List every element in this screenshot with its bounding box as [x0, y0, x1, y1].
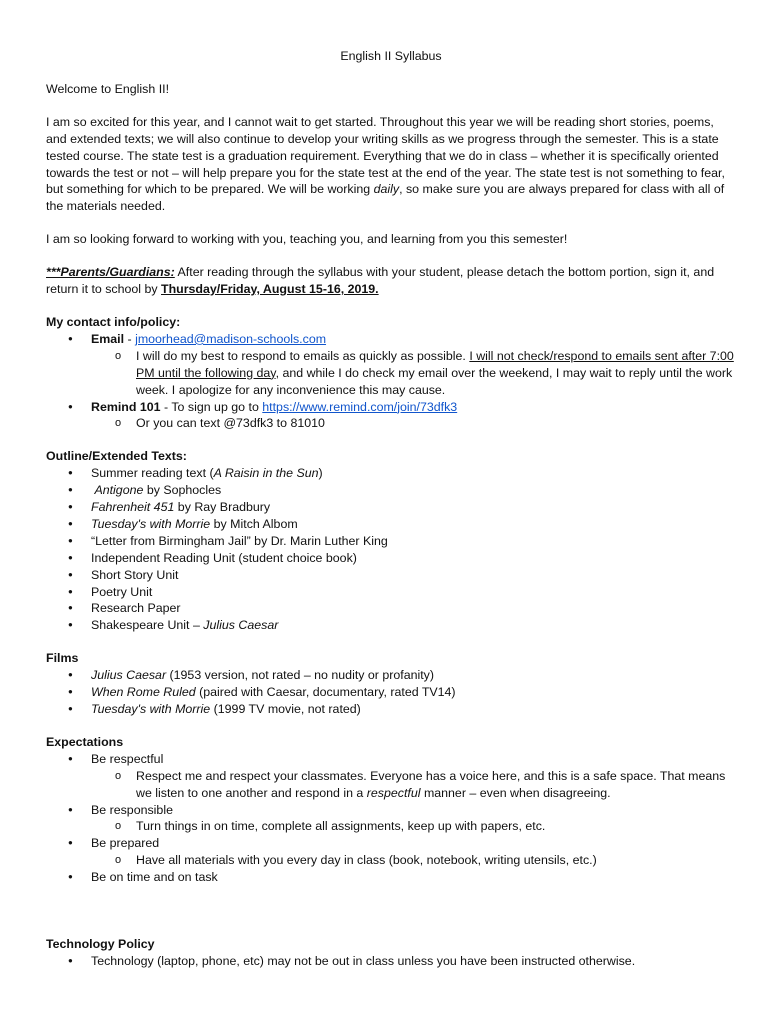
contact-remind-item	[46, 399, 736, 433]
list-item: ● Research Paper	[46, 600, 736, 617]
sublist	[91, 768, 736, 802]
email-policy-underlined: I will not check/respond to emails sent after 7:00 PM until the following day	[136, 348, 734, 380]
list-item	[46, 667, 736, 684]
expectations-list	[46, 751, 736, 886]
syllabus-document	[46, 48, 736, 986]
list-item: ● “Letter from Birmingham Jail” by Dr. Marin Luther King	[46, 533, 736, 550]
film-note: (1953 version, not rated – no nudity or profanity)	[166, 668, 435, 683]
item-text: by Sophocles	[143, 483, 222, 498]
film-note: (paired with Caesar, documentary, rated TV14)	[195, 685, 456, 700]
film-title: Tuesday's with Morrie	[91, 702, 211, 716]
document-title: English II Syllabus	[340, 49, 442, 63]
film-title: When Rome Ruled	[91, 685, 196, 700]
forward-paragraph: I am so looking forward to working with you, teaching you, and learning from you this semester!	[46, 232, 568, 247]
list-item	[46, 482, 736, 499]
films-list	[46, 667, 736, 718]
remind-sublist	[91, 415, 736, 432]
film-title: Julius Caesar	[91, 668, 167, 683]
list-item	[46, 684, 736, 701]
sub-italic: respectful	[366, 785, 421, 800]
list-item: ● Be on time and on task	[46, 869, 736, 886]
outline-heading: Outline/Extended Texts:	[46, 449, 187, 464]
item-title: Fahrenheit 451	[91, 500, 175, 515]
list-item	[46, 465, 736, 482]
list-item	[46, 802, 736, 836]
item-title: Tuesday's with Morrie	[91, 516, 211, 531]
list-item	[46, 751, 736, 802]
remind-text-option: o Or you can text @73dfk3 to 81010	[91, 415, 736, 432]
intro-daily: daily	[373, 182, 400, 197]
item-title: Antigone	[94, 483, 144, 498]
expectation-label: Be respectful	[91, 751, 164, 766]
remind-label: Remind 101	[91, 399, 161, 414]
sub-text: Respect me and respect your classmates. Everyone has a voice here, and this is a safe space. That means we listen to one another and respond in a	[136, 768, 726, 800]
sublist	[91, 852, 736, 869]
email-sublist	[91, 348, 736, 399]
email-sep: -	[124, 331, 136, 346]
expectations-heading: Expectations	[46, 734, 124, 749]
item-title: Julius Caesar	[203, 618, 279, 633]
list-item	[46, 835, 736, 869]
list-item: ● Independent Reading Unit (student choice book)	[46, 550, 736, 567]
parents-label: ***Parents/Guardians:	[46, 265, 175, 280]
sub-text-end: manner – even when disagreeing.	[420, 785, 611, 800]
intro-text: I am so excited for this year, and I cannot wait to get started. Throughout this year we will be reading short stories, poems, and extended texts; we will also continue to develop your writing skills as we progress through the semester. This is a state tested course. The state test is a graduation requirement. Everything that we do in class – whether it is specifically oriented towards the test or not – will help prepare you for the state test at the end of the year. The state test is not something to fear, but something for which to be prepared. We will be working	[46, 114, 725, 197]
sublist-item: o Have all materials with you every day in class (book, notebook, writing utensils, etc.)	[91, 852, 736, 869]
remind-text: - To sign up go to	[160, 399, 263, 414]
item-text: )	[318, 466, 323, 481]
intro-paragraph	[46, 114, 736, 215]
item-title: A Raisin in the Sun	[213, 466, 319, 481]
films-heading: Films	[46, 651, 79, 666]
list-item	[46, 701, 736, 718]
film-note: (1999 TV movie, not rated)	[210, 702, 361, 716]
technology-list	[46, 953, 736, 970]
sublist-item	[91, 768, 736, 802]
list-item: ● Technology (laptop, phone, etc) may not be out in class unless you have been instructed otherwise.	[46, 953, 736, 970]
expectation-label: Be prepared	[91, 836, 160, 851]
list-item	[46, 617, 736, 634]
item-text: by Mitch Albom	[210, 516, 298, 531]
remind-link[interactable]: https://www.remind.com/join/73dfk3	[262, 399, 458, 414]
intro-text-end: , so make sure you are always prepared for class with all of the materials needed.	[46, 182, 725, 214]
list-item: ● Short Story Unit	[46, 567, 736, 584]
email-link[interactable]: jmoorhead@madison-schools.com	[135, 331, 327, 346]
email-policy	[91, 348, 736, 399]
email-policy-text: I will do my best to respond to emails as quickly as possible.	[136, 348, 470, 363]
technology-heading: Technology Policy	[46, 937, 155, 952]
welcome-line: Welcome to English II!	[46, 81, 170, 96]
item-text: by Ray Bradbury	[174, 500, 271, 515]
email-policy-end: , and while I do check my email over the weekend, I may wait to reply until the work week. I apologize for any inconvenience this may cause.	[136, 365, 733, 397]
expectation-label: Be responsible	[91, 802, 173, 817]
parents-text: After reading through the syllabus with your student, please detach the bottom portion, sign it, and return it to school by	[46, 265, 715, 297]
item-text: Summer reading text (	[91, 466, 214, 481]
sublist-item: o Turn things in on time, complete all assignments, keep up with papers, etc.	[91, 818, 736, 835]
list-item	[46, 516, 736, 533]
contact-heading: My contact info/policy:	[46, 314, 181, 329]
parents-paragraph	[46, 264, 736, 298]
list-item: ● Poetry Unit	[46, 584, 736, 601]
email-label: Email	[91, 331, 125, 346]
contact-email-item	[46, 331, 736, 399]
return-date: Thursday/Friday, August 15-16, 2019.	[161, 282, 379, 297]
list-item	[46, 499, 736, 516]
sublist	[91, 818, 736, 835]
item-text: Shakespeare Unit –	[91, 618, 204, 633]
outline-list	[46, 465, 736, 634]
contact-list	[46, 331, 736, 432]
